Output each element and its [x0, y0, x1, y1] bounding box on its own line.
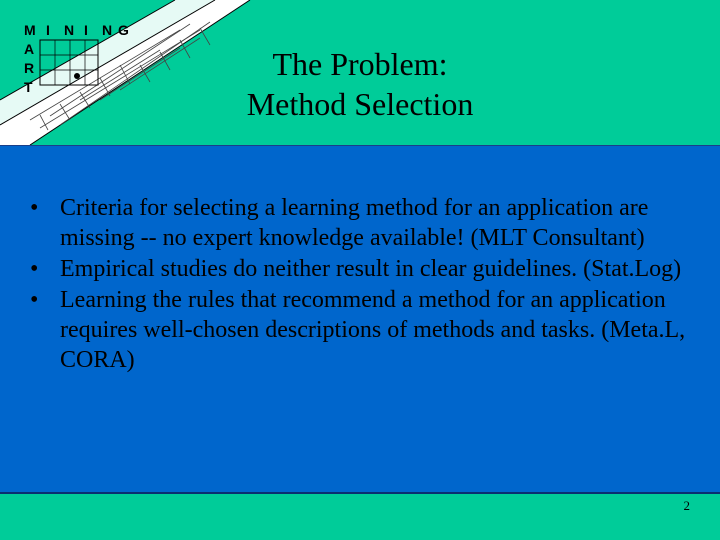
logo-letter-g: G	[118, 22, 129, 38]
logo-letter-n: N	[64, 22, 75, 38]
content-panel	[0, 145, 720, 494]
bullet-icon: •	[30, 195, 39, 221]
bullet-text: Criteria for selecting a learning method for an application are missing -- no expert knowledge available! (MLT Consultant)	[60, 195, 649, 251]
bullet-item	[30, 254, 690, 284]
logo-letter-n2: N	[102, 22, 113, 38]
bullet-list	[30, 193, 690, 376]
bullet-text: Empirical studies do neither result in clear guidelines. (Stat.Log)	[60, 256, 682, 282]
logo-letter-i: I	[46, 22, 50, 38]
logo-letter-m: M	[24, 22, 36, 38]
logo-letter-r: R	[24, 60, 35, 76]
bullet-item	[30, 193, 690, 253]
bullet-icon: •	[30, 256, 39, 282]
title-line-1: The Problem:	[272, 46, 448, 82]
page-number: 2	[683, 498, 690, 513]
bullet-icon: •	[30, 287, 39, 313]
logo-letter-a: A	[24, 41, 35, 57]
logo-dot	[74, 73, 80, 79]
logo-letter-t: T	[24, 79, 33, 95]
title-line-2: Method Selection	[246, 86, 474, 122]
bullet-text: Learning the rules that recommend a method for an application requires well-chosen descriptions of methods and tasks. (Meta.L, CORA)	[60, 287, 686, 373]
bullet-item	[30, 285, 690, 375]
logo-letter-i2: I	[84, 22, 88, 38]
slide-title	[160, 44, 560, 124]
